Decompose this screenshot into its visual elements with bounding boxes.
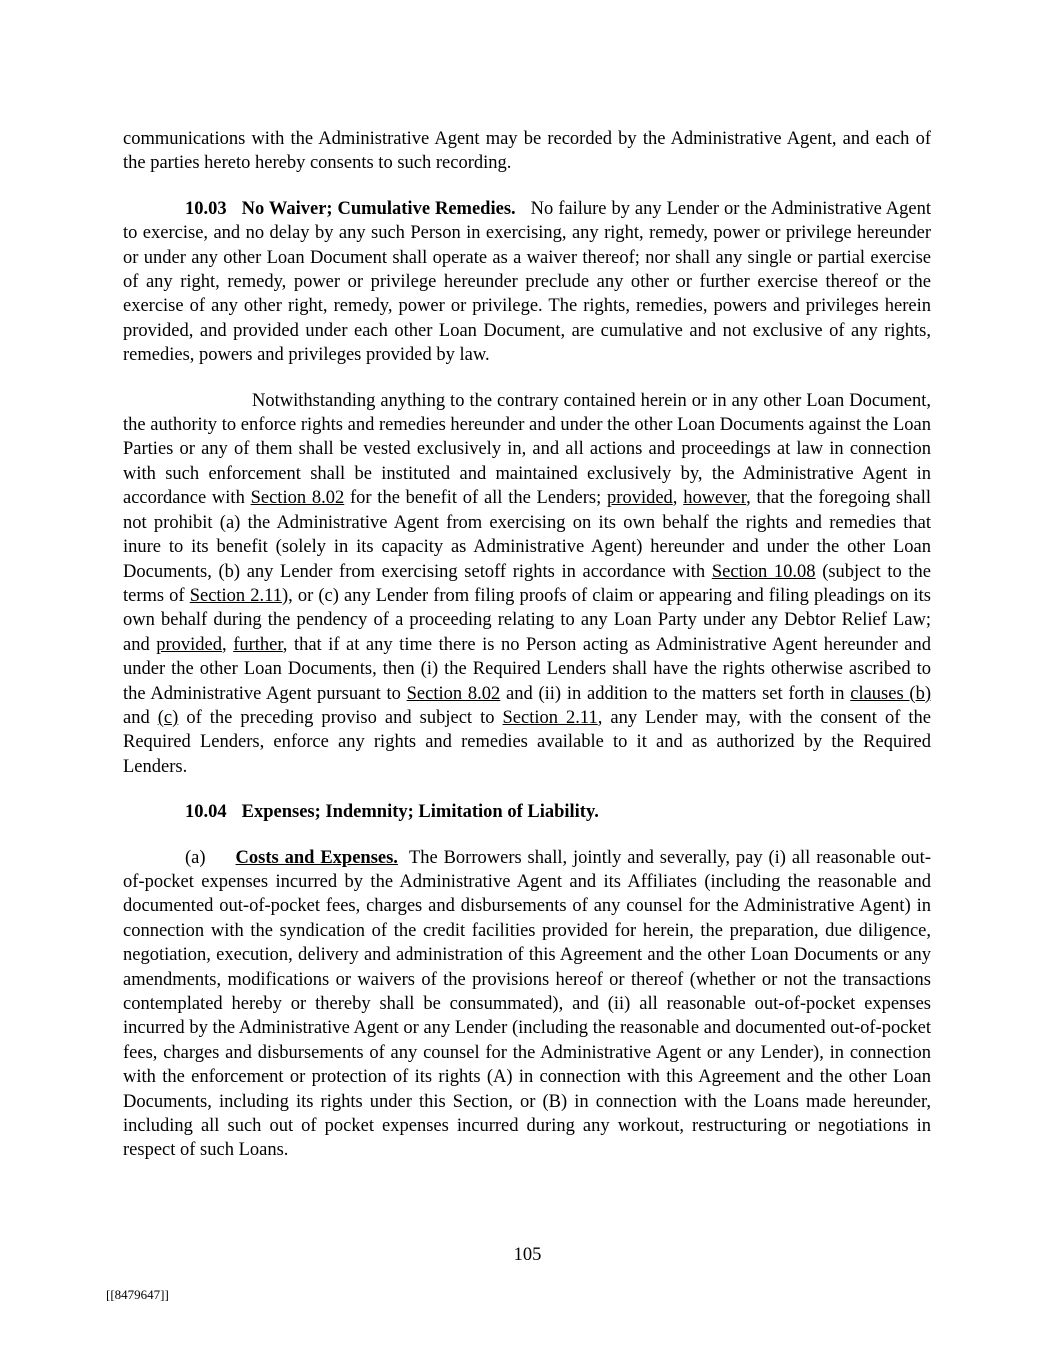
doc-id-stamp: [[8479647]] xyxy=(106,1287,169,1302)
clause-ref: (c) xyxy=(157,707,179,728)
section-ref: Section 10.08 xyxy=(711,561,816,582)
text-run: Notwithstanding anything to the contrary contained herein or in any other Loan Document, the authority to enforce rights and remedies hereunder and under the other Loan Documents against the Loan Parties or any of them shall be vested exclusively in, and all actions and proceedings at law in connection with such enforcement shall be instituted and maintained exclusively by, the Administrative Agent in accordance with xyxy=(123,390,931,509)
section-ref: Section 8.02 xyxy=(406,683,501,704)
section-number: 10.04 xyxy=(185,802,227,823)
proviso-term: however xyxy=(683,488,747,509)
proviso-term: further xyxy=(233,634,283,655)
heading-section-10-04 xyxy=(123,800,931,824)
paragraph-notwithstanding xyxy=(123,389,931,780)
paragraph-section-10-03 xyxy=(123,197,931,368)
text-run: , xyxy=(222,634,234,655)
paragraph-continuation xyxy=(123,127,931,176)
section-ref: Section 2.11 xyxy=(502,707,598,728)
page-content xyxy=(123,127,931,1184)
text-run: , that the foregoing shall not prohibit (a) the Administrative Agent from exercising on its own behalf the rights and remedies that inure to its benefit (solely in its capacity as Administrative Agent) hereunder and under the other Loan Documents, (b) any Lender from exercising setoff rights in accordance with xyxy=(123,488,931,582)
text-run: communications with the Administrative Agent may be recorded by the Administrative Agent, and each of the parties hereto hereby consents to such recording. xyxy=(123,129,931,174)
text-run: of the preceding proviso and subject to xyxy=(178,707,503,728)
text-run: for the benefit of all the Lenders; xyxy=(344,488,608,509)
paragraph-costs-and-expenses xyxy=(123,846,931,1163)
text-run: and (ii) in addition to the matters set forth in xyxy=(500,683,851,704)
clause-heading: Costs and Expenses. xyxy=(235,847,398,868)
text-run: ), or (c) any Lender from filing proofs of claim or appearing and filing pleadings on its own behalf during the pendency of a proceeding relating to any Loan Party under any Debtor Relief Law; and xyxy=(123,585,932,655)
section-number: 10.03 xyxy=(185,198,227,219)
section-ref: Section 8.02 xyxy=(250,488,345,509)
clause-body: The Borrowers shall, jointly and severally, pay (i) all reasonable out-of-pocket expenses incurred by the Administrative Agent and its Affiliates (including the reasonable and documented out-of-pocket fees, charges and disbursements of any counsel for the Administrative Agent) in connection with the syndication of the credit facilities provided for herein, the preparation, due diligence, negotiation, execution, delivery and administration of this Agreement and the other Loan Documents or any amendments, modifications or waivers of the provisions hereof or thereof (whether or not the transactions contemplated hereby or thereby shall be consummated), and (ii) all reasonable out-of-pocket expenses incurred by the Administrative Agent or any Lender (including the reasonable and documented out-of-pocket fees, charges and disbursements of any counsel for the Administrative Agent or any Lender), in connection with the enforcement or protection of its rights (A) in connection with this Agreement and the other Loan Documents, including its rights under this Section, or (B) in connection with the Loans made hereunder, including all such out of pocket expenses incurred during any workout, restructuring or negotiations in respect of such Loans. xyxy=(123,847,931,1161)
text-run: , that if at any time there is no Person acting as Administrative Agent hereunder and under the other Loan Documents, then (i) the Required Lenders shall have the rights otherwise ascribed to the Administrative Agent pursuant to xyxy=(123,634,932,704)
text-run: , xyxy=(672,488,684,509)
proviso-term: provided xyxy=(607,488,673,509)
section-title: No Waiver; Cumulative Remedies. xyxy=(241,198,516,219)
text-run: , any Lender may, with the consent of the Required Lenders, enforce any rights and remedies available to it and as authorized by the Required Lenders. xyxy=(123,707,932,777)
text-run: and xyxy=(123,707,158,728)
proviso-term: provided xyxy=(156,634,223,655)
clause-label: (a) xyxy=(185,847,206,868)
text-run: (subject to the terms of xyxy=(123,561,931,606)
clause-ref: clauses (b) xyxy=(850,683,931,704)
section-title: Expenses; Indemnity; Limitation of Liability. xyxy=(241,802,599,823)
page-number: 105 xyxy=(513,1245,542,1265)
section-ref: Section 2.11 xyxy=(189,585,282,606)
section-body: No failure by any Lender or the Administrative Agent to exercise, and no delay by any such Person in exercising, any right, remedy, power or privilege hereunder or under any other Loan Document shall operate as a waiver thereof; nor shall any single or partial exercise of any right, remedy, power or privilege hereunder preclude any other or further exercise thereof or the exercise of any other right, remedy, power or privilege. The rights, remedies, powers and privileges herein provided, and provided under each other Loan Document, are cumulative and not exclusive of any rights, remedies, powers and privileges provided by law. xyxy=(123,198,931,366)
